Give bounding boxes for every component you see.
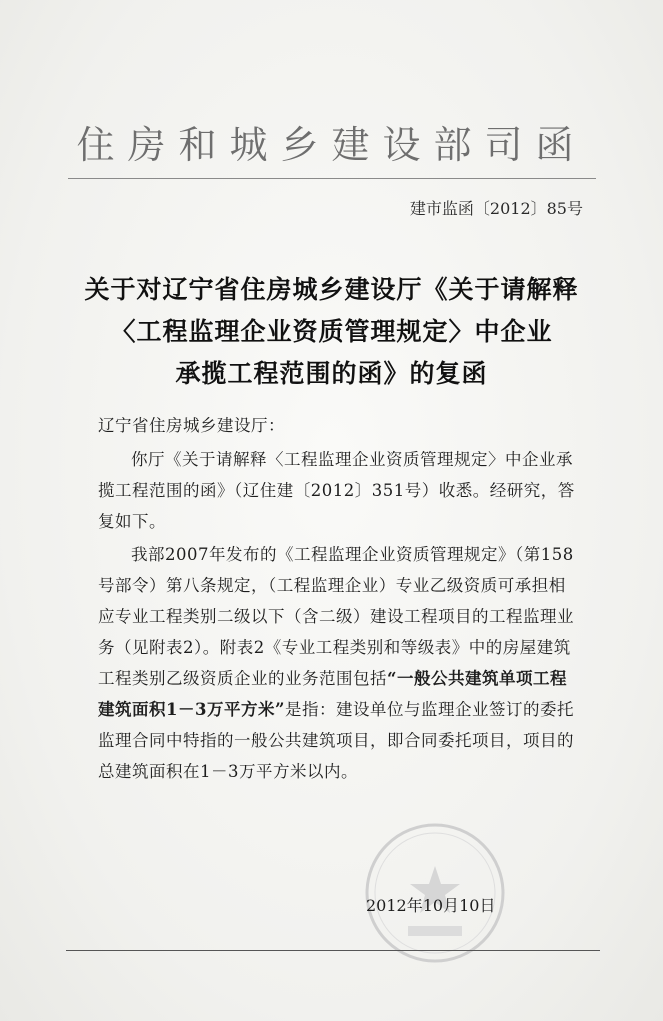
salutation: 辽宁省住房城乡建设厅： [98,416,285,435]
footer-rule [66,950,600,951]
title-line-1: 关于对辽宁省住房城乡建设厅《关于请解释 [84,275,579,304]
paragraph-1: 你厅《关于请解释〈工程监理企业资质管理规定〉中企业承揽工程范围的函》（辽住建〔2012〕351号）收悉。经研究，答复如下。 [98,450,575,531]
paragraph-2-part-1: 我部2007年发布的《工程监理企业资质管理规定》（第158号部令）第八条规定，（工程监理企业）专业乙级资质可承担相应专业工程类别二级以下（含二级）建设工程项目的工程监理业务（见附表2）。附表2《专业工程类别和等级表》中的房屋建筑工程类别乙级资质企业的业务范围包括 [98,545,574,688]
date: 2012年10月10日 [366,896,496,915]
letterhead: 住房和城乡建设部司函 [76,123,587,167]
document-number: 建市监函〔2012〕85号 [409,199,583,218]
paragraph-2 [98,539,580,787]
paragraph-2-bold-phrase: “一般公共建筑单项工程建筑面积1－3万平方米” [98,669,567,719]
title-line-3: 承揽工程范围的函》的复函 [175,359,488,388]
paragraph-2-part-2: 是指：建设单位与监理企业签订的委托监理合同中特指的一般公共建筑项目，即合同委托项目，项目的总建筑面积在1－3万平方米以内。 [98,700,574,781]
title-line-2: 〈工程监理企业资质管理规定〉中企业 [110,317,553,346]
letterhead-rule [68,178,596,179]
